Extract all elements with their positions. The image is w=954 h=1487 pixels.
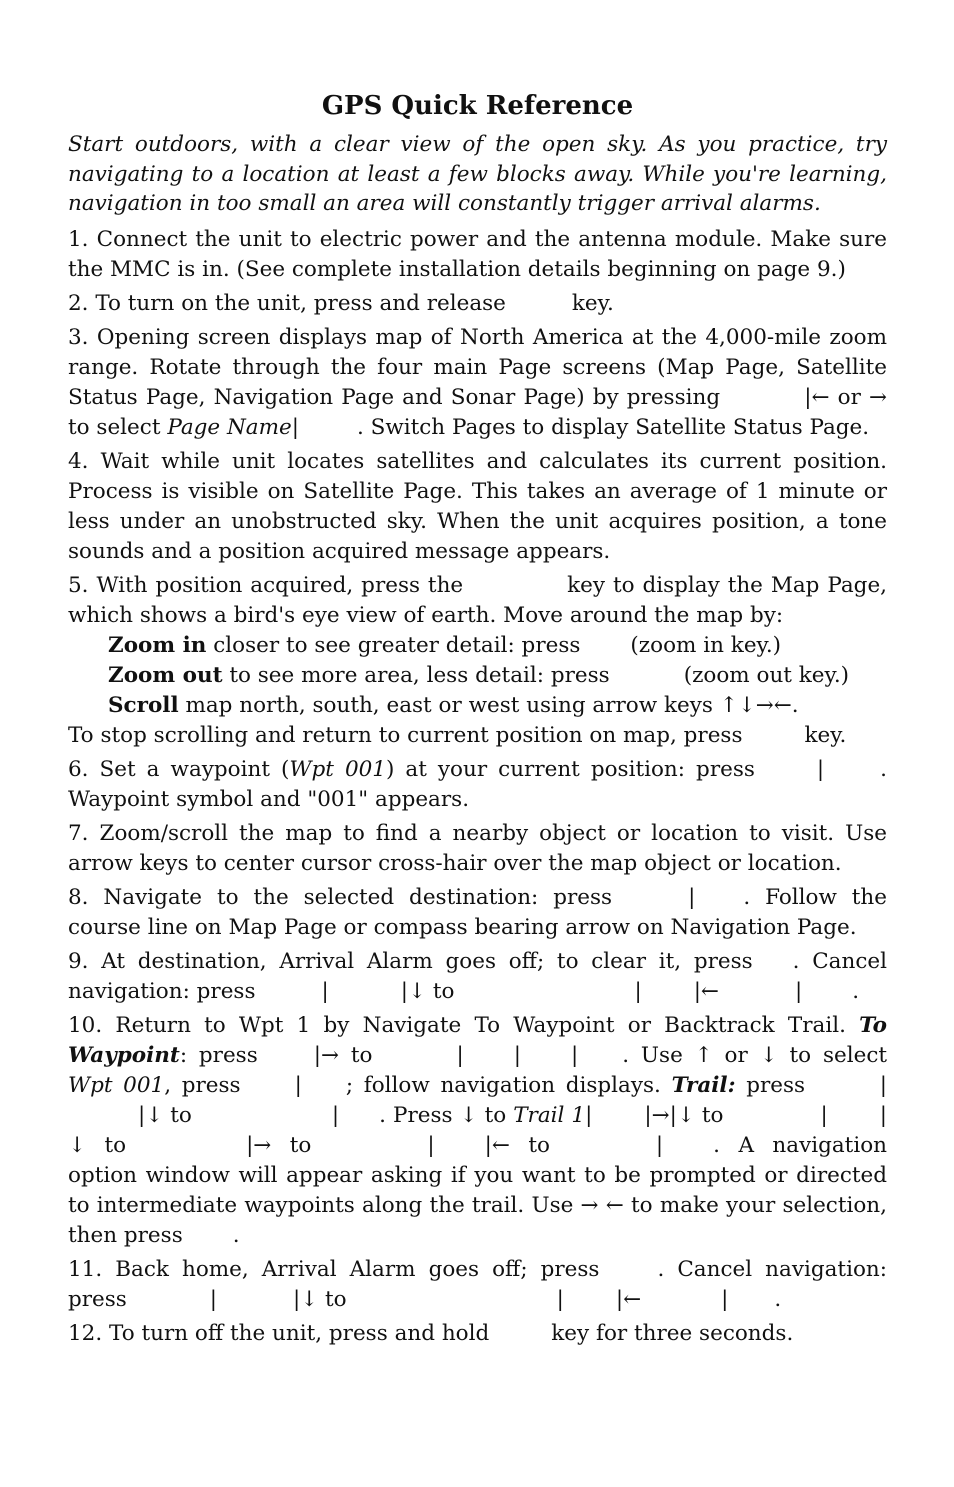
- step-9: 9. At destination, Arrival Alarm goes off; to clear it, press . Cancel navigation: press | |↓ to | |← | .: [68, 948, 887, 1004]
- step-6: 6. Set a waypoint (Wpt 001) at your current position: press | . Waypoint symbol and "001" appears.: [68, 756, 887, 812]
- step-4: 4. Wait while unit locates satellites and calculates its current position. Process is visible on Satellite Page. This takes an average of 1 minute or less under an unobstructed sky. When the unit acquires position, a tone sounds and a position acquired message appears.: [68, 448, 887, 564]
- scroll-line: Scroll map north, south, east or west using arrow keys ↑↓→←.: [108, 692, 799, 718]
- page-title: GPS Quick Reference: [321, 91, 634, 121]
- intro-paragraph: Start outdoors, with a clear view of the open sky. As you practice, try navigating to a location at least a few blocks away. While you're learning, navigation in too small an area will constantly trigger arrival alarms.: [68, 132, 887, 216]
- step-7: 7. Zoom/scroll the map to find a nearby object or location to visit. Use arrow keys to center cursor cross-hair over the map object or location.: [68, 820, 887, 876]
- step-8: 8. Navigate to the selected destination: press | . Follow the course line on Map Page or compass bearing arrow on Navigation Page.: [68, 884, 887, 940]
- zoom-out-line: Zoom out to see more area, less detail: press (zoom out key.): [108, 662, 850, 688]
- step-11: 11. Back home, Arrival Alarm goes off; press . Cancel navigation: press | |↓ to | |← | .: [68, 1256, 887, 1312]
- zoom-in-line: Zoom in closer to see greater detail: press (zoom in key.): [108, 632, 782, 658]
- stop-scroll-line: To stop scrolling and return to current position on map, press key.: [68, 722, 847, 748]
- quick-reference-page: [68, 88, 887, 1353]
- step-12: 12. To turn off the unit, press and hold key for three seconds.: [68, 1320, 794, 1346]
- step-10: 10. Return to Wpt 1 by Navigate To Waypoint or Backtrack Trail. To Waypoint: press |→ to | | | . Use ↑ or ↓ to select Wpt 001, press | ; follow navigation displays. Trail: press ||↓ to | . Press ↓ to Trail 1| |→|↓ to | |↓ to |→ to | |← to | . A navigation option window will appear asking if you want to be prompted or directed to intermediate waypoints along the trail. Use → ← to make your selection, then press .: [68, 1012, 887, 1248]
- step-5: 5. With position acquired, press the key to display the Map Page, which shows a bird's eye view of earth. Move around the map by: Zoom in closer to see greater detail: press (zoom in key.) Zoom out to see more area, less detail: press (zoom out key.) Scroll map north, south, east or west using arrow keys ↑↓→←. To stop scrolling and return to current position on map, press key.: [68, 572, 887, 748]
- step-1: 1. Connect the unit to electric power and the antenna module. Make sure the MMC is in. (See complete installation details beginning on page 9.): [68, 226, 887, 282]
- step-2: 2. To turn on the unit, press and release key.: [68, 290, 614, 316]
- step-3: 3. Opening screen displays map of North America at the 4,000-mile zoom range. Rotate through the four main Page screens (Map Page, Satellite Status Page, Navigation Page and Sonar Page) by pressing |← or → to select Page Name| . Switch Pages to display Satellite Status Page.: [68, 324, 887, 440]
